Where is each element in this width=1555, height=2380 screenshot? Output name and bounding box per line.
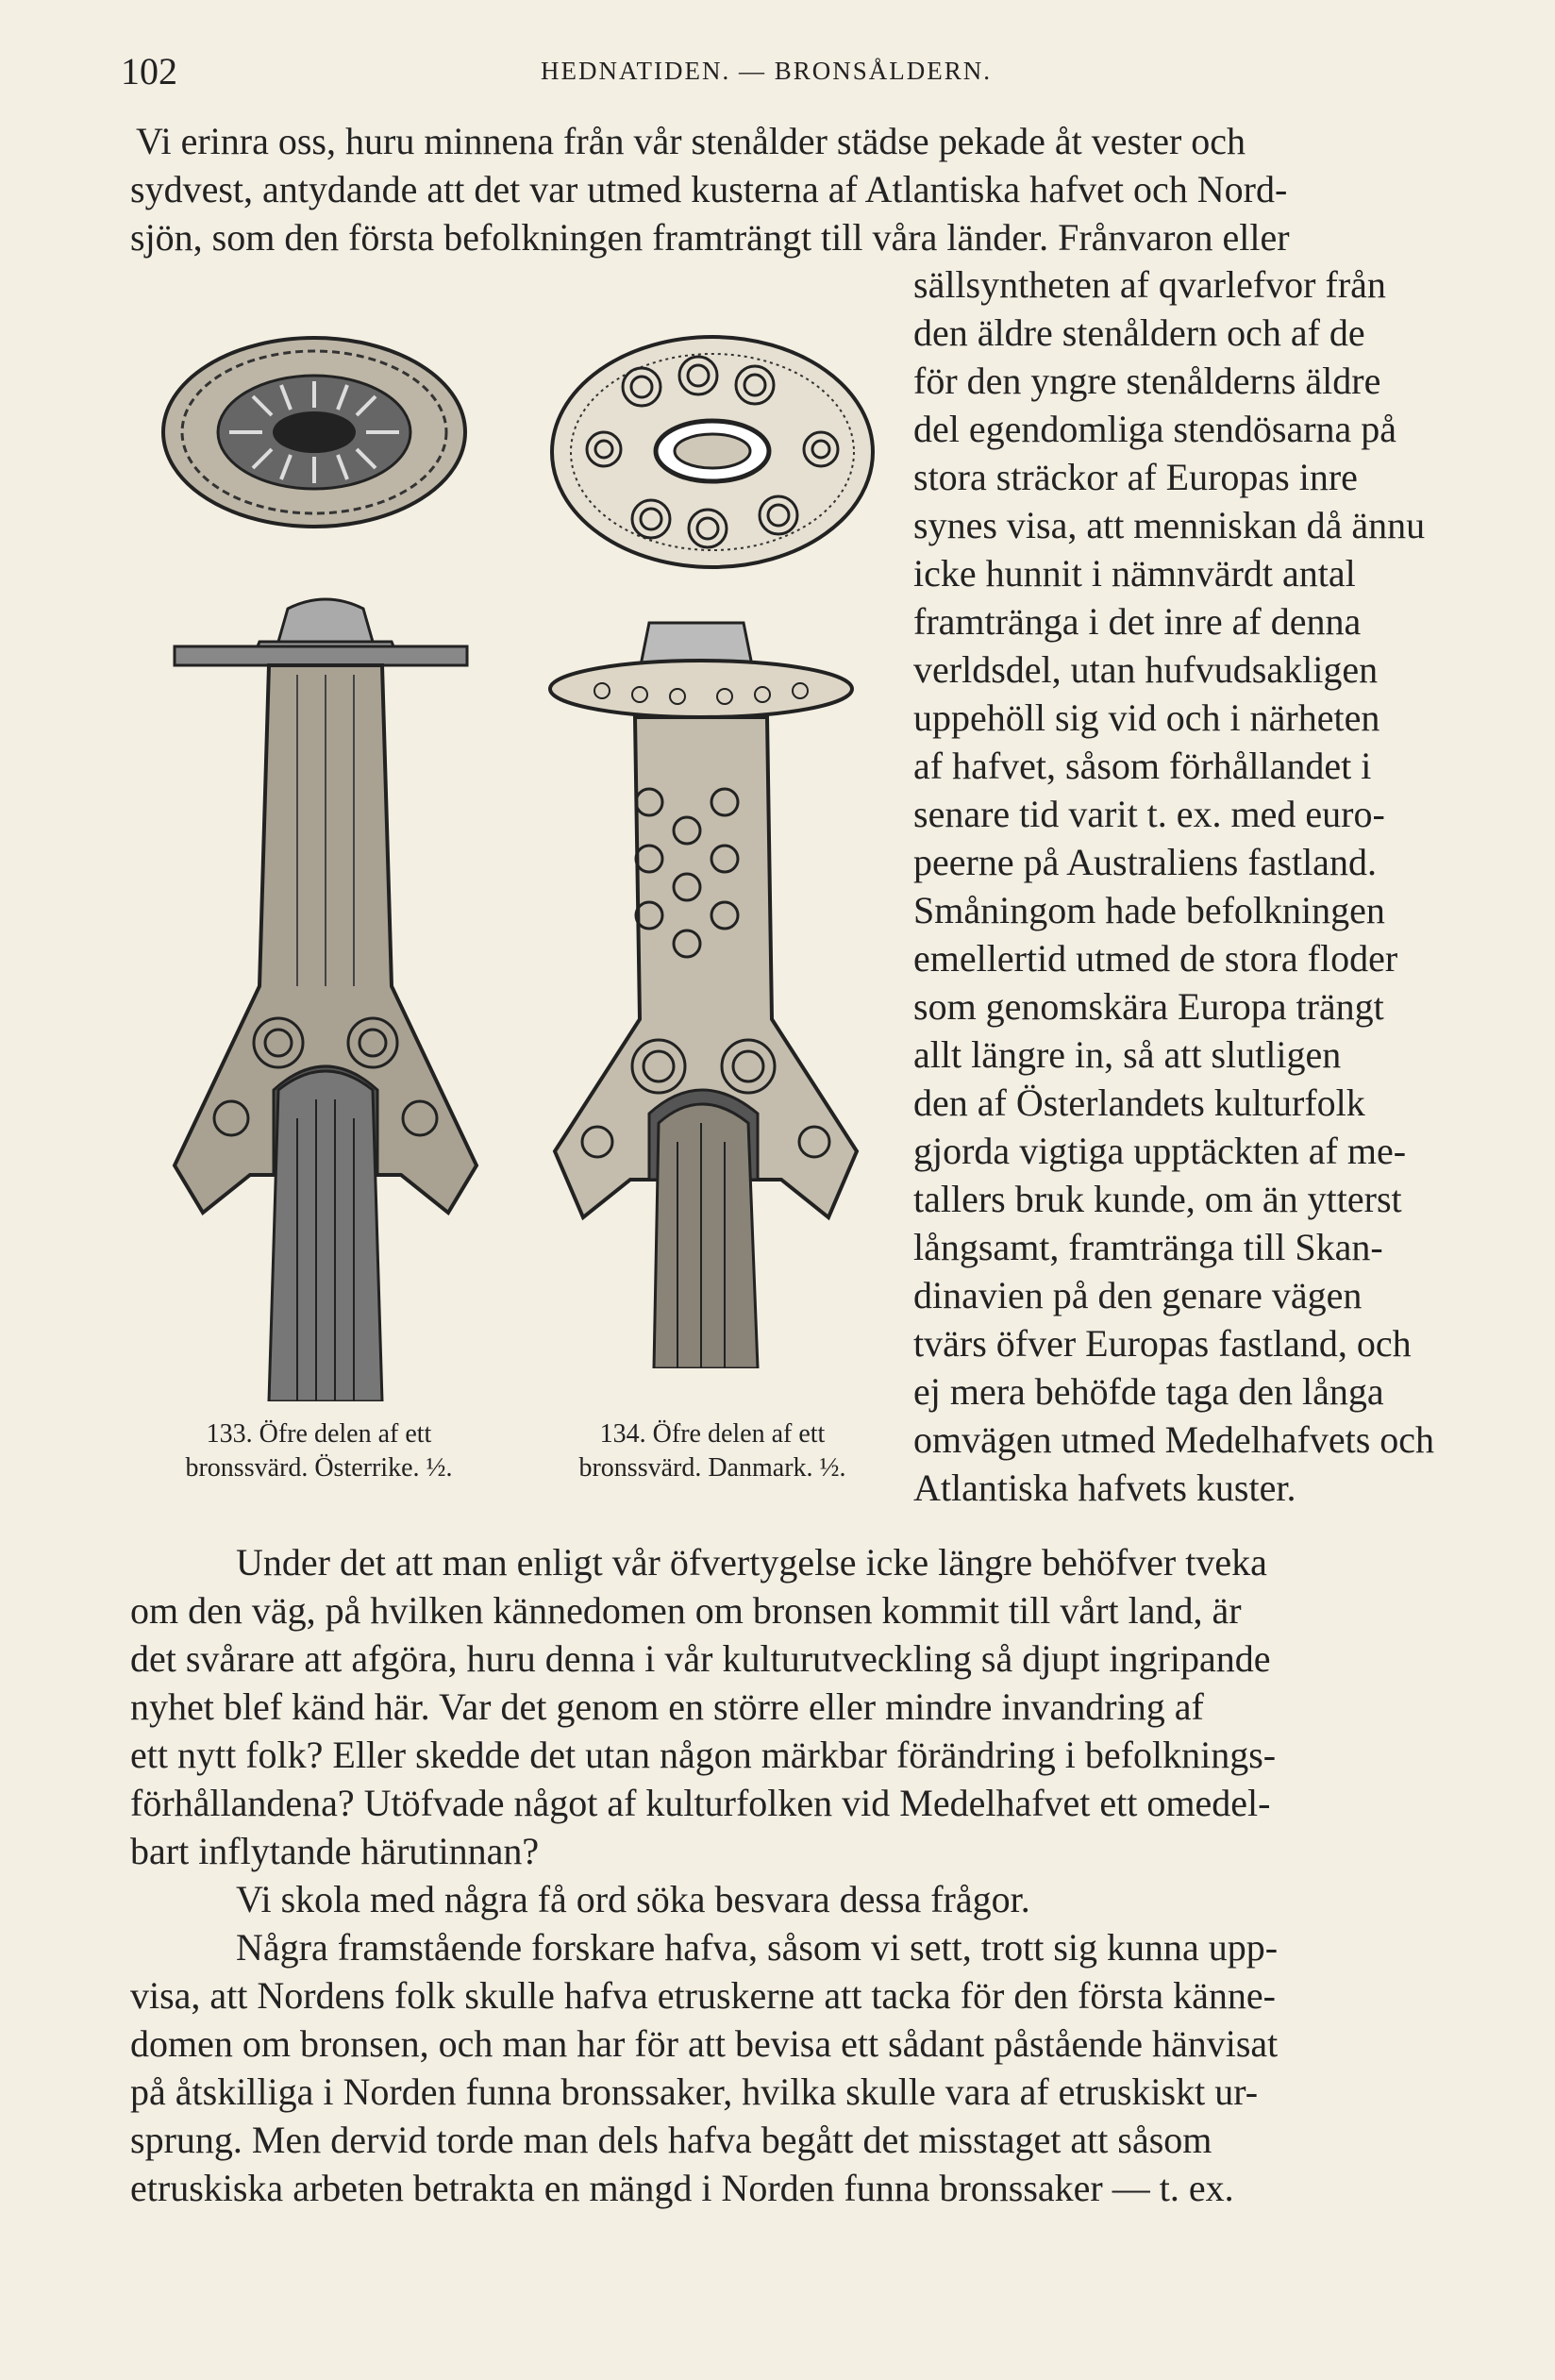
text-line: visa, att Nordens folk skulle hafva etruskerne att tacka för den första känne- [130, 1974, 1276, 2017]
text-line: Vi skola med några få ord söka besvara dessa frågor. [236, 1878, 1030, 1920]
text-line: på åtskilliga i Norden funna bronssaker, hvilka skulle vara af etruskiskt ur- [130, 2070, 1259, 2113]
text-line: framtränga i det inre af denna [913, 600, 1362, 643]
text-line: del egendomliga stendösarna på [913, 408, 1397, 450]
text-line: sjön, som den första befolkningen framträngt till våra länder. Frånvaron eller [130, 216, 1290, 259]
sword-hilt-134-illustration [545, 613, 871, 1368]
text-line: ej mera behöfde taga den långa [913, 1370, 1384, 1413]
text-line: peerne på Australiens fastland. [913, 841, 1377, 883]
text-line: för den yngre stenålderns äldre [913, 360, 1381, 402]
text-line: gjorda vigtiga upptäckten af me- [913, 1130, 1407, 1172]
text-line: verldsdel, utan hufvudsakligen [913, 648, 1379, 691]
text-line: som genomskära Europa trängt [913, 985, 1384, 1028]
text-line: sprung. Men dervid torde man dels hafva begått det misstaget att såsom [130, 2119, 1212, 2161]
caption-line: bronssvärd. Danmark. ½. [578, 1453, 846, 1483]
text-line: om den väg, på hvilken kännedomen om bronsen kommit till vårt land, är [130, 1589, 1242, 1632]
running-head: HEDNATIDEN. — BRONSÅLDERN. [541, 57, 992, 85]
text-line: etruskiska arbeten betrakta en mängd i Norden funna bronssaker — t. ex. [130, 2167, 1234, 2209]
paragraph [130, 1538, 1503, 1875]
intro-paragraph [130, 117, 1484, 261]
caption-line: 134. Öfre delen af ett [599, 1419, 826, 1449]
text-line: det svårare att afgöra, huru denna i vår kulturutveckling så djupt ingripande [130, 1637, 1271, 1680]
text-line: Vi erinra oss, huru minnena från vår stenålder städse pekade åt vester och [136, 120, 1246, 162]
text-line: sällsyntheten af qvarlefvor från [913, 263, 1386, 306]
page-number: 102 [121, 50, 177, 92]
text-line: domen om bronsen, och man har för att bevisa ett sådant påstående hänvisat [130, 2022, 1279, 2065]
figure-134-caption [514, 1417, 911, 1485]
text-line: tallers bruk kunde, om än ytterst [913, 1178, 1402, 1220]
text-line: sydvest, antydande att det var utmed kusterna af Atlantiska hafvet och Nord- [130, 168, 1288, 210]
text-line: af hafvet, såsom förhållandet i [913, 745, 1372, 787]
text-line: Under det att man enligt vår öfvertygelse icke längre behöfver tveka [236, 1541, 1267, 1584]
text-line: Atlantiska hafvets kuster. [913, 1467, 1296, 1509]
body-text [130, 1538, 1503, 2212]
text-line: nyhet blef känd här. Var det genom en större eller mindre invandring af [130, 1685, 1204, 1728]
text-line: ett nytt folk? Eller skedde det utan någon märkbar förändring i befolknings- [130, 1734, 1277, 1776]
text-line: förhållandena? Utöfvade något af kulturfolken vid Medelhafvet ett omedel- [130, 1782, 1271, 1824]
text-line: uppehöll sig vid och i närheten [913, 696, 1380, 739]
text-line: Småningom hade befolkningen [913, 889, 1385, 931]
paragraph [130, 1923, 1503, 2212]
text-line: allt längre in, så att slutligen [913, 1033, 1342, 1076]
text-line: icke hunnit i nämnvärdt antal [913, 552, 1356, 595]
pommel-top-view-133-illustration [159, 332, 470, 532]
paragraph [130, 1875, 1503, 1923]
text-line: den äldre stenåldern och af de [913, 311, 1365, 354]
page-header [121, 49, 1498, 106]
text-line: stora sträckor af Europas inre [913, 456, 1358, 498]
text-line: bart inflytande härutinnan? [130, 1830, 540, 1872]
side-column-text [913, 260, 1484, 1512]
text-line: senare tid varit t. ex. med euro- [913, 793, 1385, 835]
text-line: omvägen utmed Medelhafvets och [913, 1418, 1435, 1461]
text-line: Några framstående forskare hafva, såsom vi sett, trott sig kunna upp- [236, 1926, 1279, 1969]
figure-133-caption [121, 1417, 517, 1485]
text-line: emellertid utmed de stora floder [913, 937, 1398, 980]
text-line: långsamt, framtränga till Skan- [913, 1226, 1383, 1268]
text-line: tvärs öfver Europas fastland, och [913, 1322, 1412, 1365]
sword-hilt-133-illustration [165, 590, 486, 1401]
text-line: synes visa, att menniskan då ännu [913, 504, 1426, 546]
caption-line: 133. Öfre delen af ett [206, 1419, 432, 1449]
caption-line: bronssvärd. Österrike. ½. [185, 1453, 453, 1483]
text-line: dinavien på den genare vägen [913, 1274, 1363, 1316]
text-line: den af Österlandets kulturfolk [913, 1081, 1365, 1124]
pommel-top-view-134-illustration [547, 330, 878, 574]
